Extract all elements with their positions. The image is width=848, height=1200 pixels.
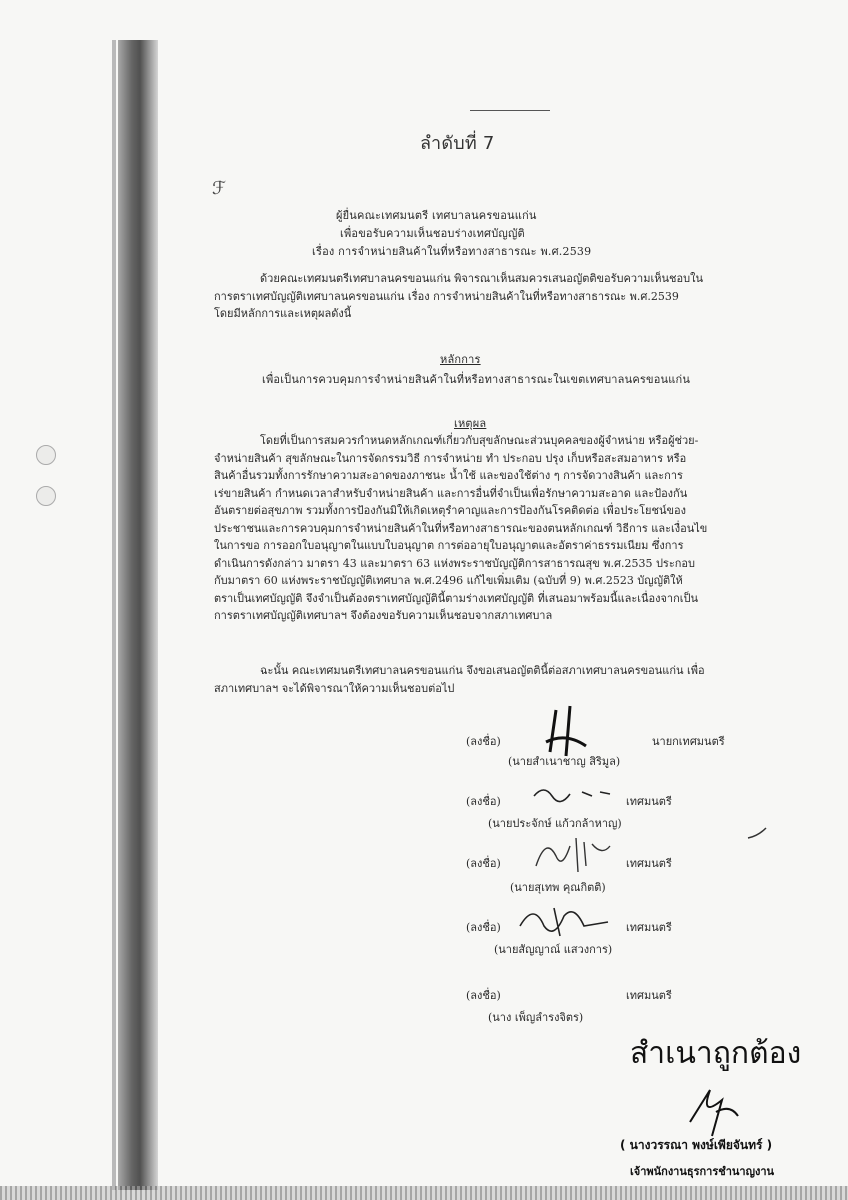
sign-label: (ลงชื่อ) [466,989,501,1002]
signer-name: (นายสุเทพ คุณกิตติ) [510,881,606,894]
sign-label: (ลงชื่อ) [466,857,501,870]
intro-paragraph [214,270,754,323]
binding-edge [112,40,116,1190]
handwritten-signature [530,782,620,806]
reason-title: เหตุผล [454,417,487,430]
conclusion-line: สภาเทศบาลฯ จะได้พิจารณาให้ความเห็นชอบต่อไป [214,681,455,695]
intro-line: ด้วยคณะเทศมนตรีเทศบาลนครขอนแก่น พิจารณาเห็นสมควรเสนอญัตติขอรับความเห็นชอบใน [260,272,703,285]
reason-line: ในการขอ การออกใบอนุญาตในแบบใบอนุญาต การต่ออายุใบอนุญาตและอัตราค่าธรรมเนียม ซึ่งการ [214,539,684,552]
signer-position: เทศมนตรี [626,857,672,870]
heading-line-3: เรื่อง การจำหน่ายสินค้าในที่หรือทางสาธารณะ พ.ศ.2539 [312,245,592,258]
top-mark: ℱ [212,178,227,199]
reason-line: ประชาชนและการควบคุมการจำหน่ายสินค้าในที่หรือทางสาธารณะของตนหลักเกณฑ์ วิธีการ และเงื่อนไข [214,521,708,535]
header-rule [470,110,550,111]
annex-label: ลำดับที่ 7 [420,133,495,154]
intro-line: โดยมีหลักการและเหตุผลดังนี้ [214,307,352,320]
reason-line: กับมาตรา 60 แห่งพระราชบัญญัติเทศบาล พ.ศ.2496 แก้ไขเพิ่มเติม (ฉบับที่ 9) พ.ศ.2523 บัญญัติให้ [214,574,683,587]
handwritten-signature [536,702,606,758]
sign-label: (ลงชื่อ) [466,735,501,748]
signer-position: นายกเทศมนตรี [652,735,725,748]
certifier-title: เจ้าพนักงานธุรการชำนาญงาน [630,1165,775,1178]
intro-line: การตราเทศบัญญัติเทศบาลนครขอนแก่น เรื่อง การจำหน่ายสินค้าในที่หรือทางสาธารณะ พ.ศ.2539 [214,289,679,303]
reason-line: เร่ขายสินค้า กำหนดเวลาสำหรับจำหน่ายสินค้า และการอื่นที่จำเป็นเพื่อรักษาความสะอาด และป้องกัน [214,486,688,500]
scan-edge [0,1186,848,1200]
handwritten-signature [526,826,622,882]
reason-line: สินค้าอื่นรวมทั้งการรักษาความสะอาดของภาชนะ น้ำใช้ และของใช้ต่าง ๆ การจัดวางสินค้า และการ [214,469,683,482]
signer-name: (นาง เพ็ญลำรงจิตร) [488,1011,584,1024]
principle-text: เพื่อเป็นการควบคุมการจำหน่ายสินค้าในที่หรือทางสาธารณะในเขตเทศบาลนครขอนแก่น [262,373,691,386]
binding-shadow [118,40,158,1190]
signer-position: เทศมนตรี [626,795,672,808]
margin-tick-mark [746,826,770,842]
principle-title: หลักการ [440,353,481,366]
handwritten-signature [514,896,614,944]
signer-position: เทศมนตรี [626,989,672,1002]
signer-name: (นายประจักษ์ แก้วกล้าหาญ) [488,817,622,830]
heading-line-1: ผู้ยื่นคณะเทศมนตรี เทศบาลนครขอนแก่น [336,209,537,222]
signer-name: (นายสำเนาชาญ สิริมูล) [508,755,621,768]
sign-label: (ลงชื่อ) [466,795,501,808]
reason-line: จำหน่ายสินค้า สุขลักษณะในการจัดกรรมวิธี การจำหน่าย ทำ ประกอบ ปรุง เก็บหรือสะสมอาหาร หรือ [214,451,687,465]
certified-copy-text: สำเนาถูกต้อง [630,1036,802,1071]
conclusion-paragraph [214,662,754,697]
certifier-signature [682,1082,746,1142]
reason-line: การตราเทศบัญญัติเทศบาลฯ จึงต้องขอรับความเห็นชอบจากสภาเทศบาล [214,609,553,622]
reason-line: โดยที่เป็นการสมควรกำหนดหลักเกณฑ์เกี่ยวกับสุขลักษณะส่วนบุคคลของผู้จำหน่าย หรือผู้ช่วย- [260,434,699,447]
reason-line: ดำเนินการดังกล่าว มาตรา 43 และมาตรา 63 แห่งพระราชบัญญัติการสาธารณสุข พ.ศ.2535 ประกอบ [214,556,695,570]
conclusion-line: ฉะนั้น คณะเทศมนตรีเทศบาลนครขอนแก่น จึงขอเสนอญัตตินี้ต่อสภาเทศบาลนครขอนแก่น เพื่อ [260,664,705,677]
heading-line-2: เพื่อขอรับความเห็นชอบร่างเทศบัญญัติ [340,227,525,240]
certifier-name: ( นางวรรณา พงษ์เพียจันทร์ ) [620,1138,773,1152]
reason-line: อันตรายต่อสุขภาพ รวมทั้งการป้องกันมิให้เกิดเหตุรำคาญและการป้องกันโรคติดต่อ เพื่อประโยชน์ของ [214,504,686,517]
reason-line: ตราเป็นเทศบัญญัติ จึงจำเป็นต้องตราเทศบัญญัตินี้ตามร่างเทศบัญญัติ ที่เสนอมาพร้อมนี้และเนื่องจากเป็น [214,591,699,605]
punch-hole [36,486,56,506]
signer-name: (นายสัญญาณ์ แสวงการ) [494,943,613,956]
signer-position: เทศมนตรี [626,921,672,934]
punch-hole [36,445,56,465]
reason-paragraph [214,432,754,625]
sign-label: (ลงชื่อ) [466,921,501,934]
